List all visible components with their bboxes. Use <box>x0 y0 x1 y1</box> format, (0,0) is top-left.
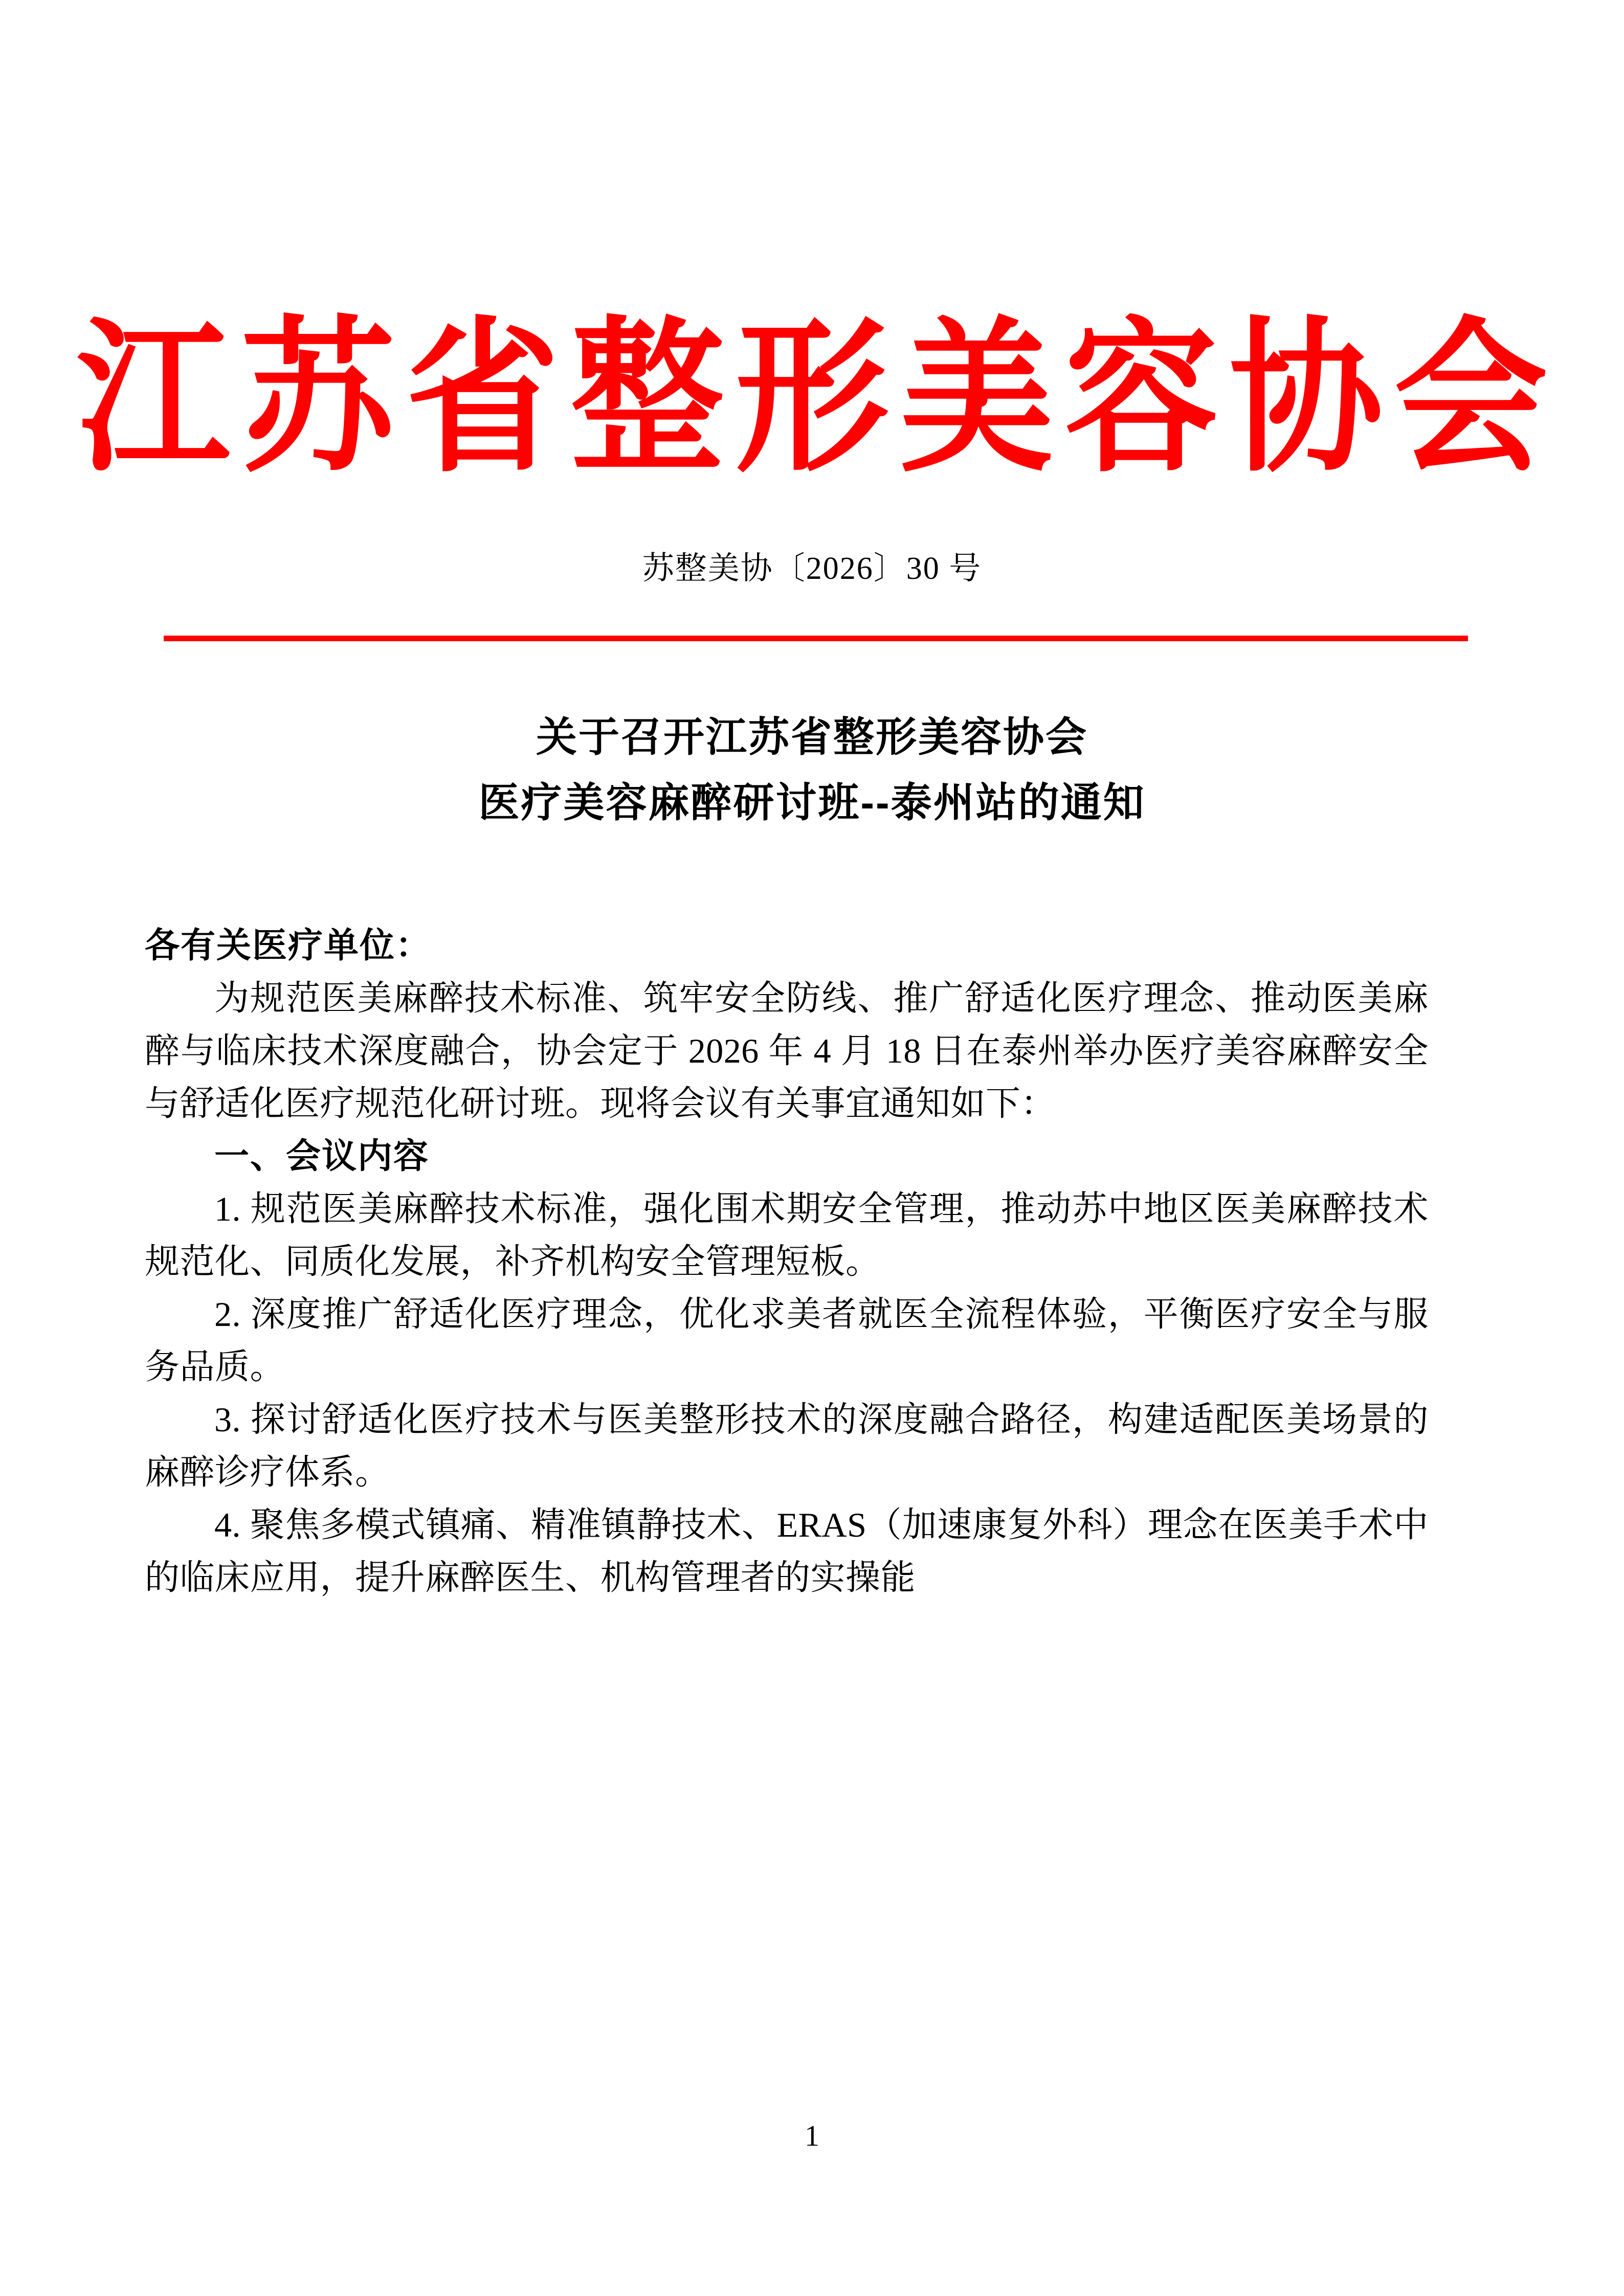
list-item-3: 3. 探讨舒适化医疗技术与医美整形技术的深度融合路径，构建适配医美场景的麻醉诊疗体系。 <box>145 1400 1429 1492</box>
document-title <box>0 705 1624 836</box>
list-item-2: 2. 深度推广舒适化医疗理念，优化求美者就医全流程体验，平衡医疗安全与服务品质。 <box>145 1295 1429 1386</box>
document-number-container <box>0 551 1624 586</box>
list-item-1: 1. 规范医美麻醉技术标准，强化围术期安全管理，推动苏中地区医美麻醉技术规范化、同质化发展，补齐机构安全管理短板。 <box>145 1189 1429 1281</box>
document-number: 苏整美协〔2026〕30 号 <box>642 551 982 586</box>
page-number: 1 <box>805 2119 819 2152</box>
title-line-1: 关于召开江苏省整形美容协会 <box>536 714 1088 760</box>
intro-paragraph: 为规范医美麻醉技术标准、筑牢安全防线、推广舒适化医疗理念、推动医美麻醉与临床技术深度融合，协会定于 2026 年 4 月 18 日在泰州举办医疗美容麻醉安全与舒适化医疗规范化研讨班。现将会议有关事宜通知如下： <box>145 979 1429 1123</box>
document-body <box>145 919 1429 1604</box>
list-item-4: 4. 聚焦多模式镇痛、精准镇静技术、ERAS（加速康复外科）理念在医美手术中的临床应用，提升麻醉医生、机构管理者的实操能 <box>145 1505 1429 1597</box>
title-line-2: 医疗美容麻醉研讨班--泰州站的通知 <box>478 780 1146 825</box>
section-heading-meeting-content: 一、会议内容 <box>214 1137 430 1176</box>
organization-masthead: 江苏省整形美容协会 <box>76 308 1559 491</box>
salutation: 各有关医疗单位： <box>145 926 432 965</box>
masthead-container <box>0 308 1624 491</box>
red-divider-rule <box>164 636 1468 641</box>
